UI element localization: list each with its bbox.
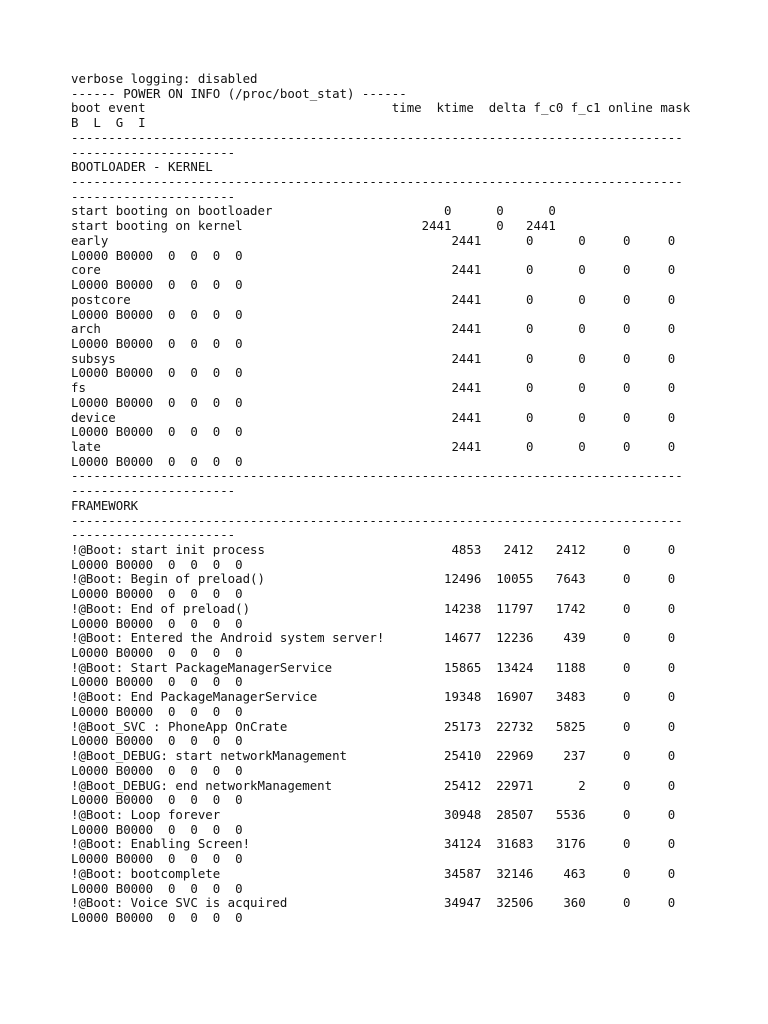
log-line: early 2441 0 0 0 0 [71,232,676,248]
separator-line: ---------------------- [71,483,236,499]
log-line: verbose logging: disabled [71,71,258,86]
log-line: core 2441 0 0 0 0 [71,262,676,278]
framework-event-line: !@Boot: Voice SVC is acquired 34947 32506 360 0 0 [71,895,676,911]
framework-event-line: !@Boot: End of preload() 14238 11797 1742 0 0 [71,600,676,616]
log-line: postcore 2441 0 0 0 0 [71,291,676,307]
cpu-mask-line: L0000 B0000 0 0 0 0 [71,247,243,263]
separator-line: ---------------------------------------------------------------------------------- [71,174,683,190]
cpu-mask-line: L0000 B0000 0 0 0 0 [71,556,243,572]
log-line: fs 2441 0 0 0 0 [71,380,676,396]
cpu-mask-line: L0000 B0000 0 0 0 0 [71,394,243,410]
framework-event-line: !@Boot_SVC : PhoneApp OnCrate 25173 22732 5825 0 0 [71,718,676,734]
cpu-mask-line: L0000 B0000 0 0 0 0 [71,306,243,322]
framework-event-line: !@Boot: Enabling Screen! 34124 31683 3176 0 0 [71,836,676,852]
separator-line: ---------------------------------------------------------------------------------- [71,468,683,484]
framework-event-line: !@Boot: Begin of preload() 12496 10055 7643 0 0 [71,571,676,587]
cpu-mask-line: L0000 B0000 0 0 0 0 [71,365,243,381]
separator-line: ---------------------- [71,188,236,204]
cpu-mask-line: L0000 B0000 0 0 0 0 [71,880,243,896]
framework-event-line: !@Boot: Start PackageManagerService 15865 13424 1188 0 0 [71,659,676,675]
cpu-mask-line: L0000 B0000 0 0 0 0 [71,792,243,808]
cpu-mask-line: L0000 B0000 0 0 0 0 [71,821,243,837]
cpu-mask-line: L0000 B0000 0 0 0 0 [71,453,243,469]
cpu-mask-line: L0000 B0000 0 0 0 0 [71,277,243,293]
framework-event-line: !@Boot: Entered the Android system server! 14677 12236 439 0 0 [71,630,676,646]
framework-event-line: !@Boot: End PackageManagerService 19348 16907 3483 0 0 [71,689,676,705]
cpu-mask-line: L0000 B0000 0 0 0 0 [71,424,243,440]
log-line: subsys 2441 0 0 0 0 [71,350,676,366]
cpu-mask-line: L0000 B0000 0 0 0 0 [71,703,243,719]
separator-line: ---------------------------------------------------------------------------------- [71,512,683,528]
separator-line: ---------------------- [71,527,236,543]
log-line: arch 2441 0 0 0 0 [71,321,676,337]
cpu-mask-line: L0000 B0000 0 0 0 0 [71,586,243,602]
framework-event-line: !@Boot: start init process 4853 2412 2412 0 0 [71,542,676,557]
cpu-mask-line: L0000 B0000 0 0 0 0 [71,645,243,661]
section-heading: BOOTLOADER - KERNEL [71,159,213,175]
cpu-mask-line: L0000 B0000 0 0 0 0 [71,674,243,690]
log-line: boot event time ktime delta f_c0 f_c1 online mask [71,100,691,116]
log-line: late 2441 0 0 0 0 [71,438,676,454]
framework-event-line: !@Boot_DEBUG: end networkManagement 25412 22971 2 0 0 [71,777,676,793]
log-line: ------ POWER ON INFO (/proc/boot_stat) ------ [71,85,407,101]
cpu-mask-line: L0000 B0000 0 0 0 0 [71,335,243,351]
cpu-mask-line: L0000 B0000 0 0 0 0 [71,615,243,631]
log-line: start booting on bootloader 0 0 0 [71,203,556,219]
cpu-mask-line: L0000 B0000 0 0 0 0 [71,851,243,867]
framework-event-line: !@Boot_DEBUG: start networkManagement 25410 22969 237 0 0 [71,748,676,764]
section-heading: FRAMEWORK [71,497,139,513]
framework-event-line: !@Boot: bootcomplete 34587 32146 463 0 0 [71,865,676,881]
cpu-mask-line: L0000 B0000 0 0 0 0 [71,762,243,778]
separator-line: ---------------------- [71,144,236,160]
cpu-mask-line: L0000 B0000 0 0 0 0 [71,909,243,925]
separator-line: ---------------------------------------------------------------------------------- [71,129,683,145]
framework-event-line: !@Boot: Loop forever 30948 28507 5536 0 0 [71,806,676,822]
log-line: B L G I [71,115,146,131]
boot-stat-log [71,72,711,926]
log-line: start booting on kernel 2441 0 2441 [71,218,556,234]
log-line: device 2441 0 0 0 0 [71,409,676,425]
cpu-mask-line: L0000 B0000 0 0 0 0 [71,733,243,749]
